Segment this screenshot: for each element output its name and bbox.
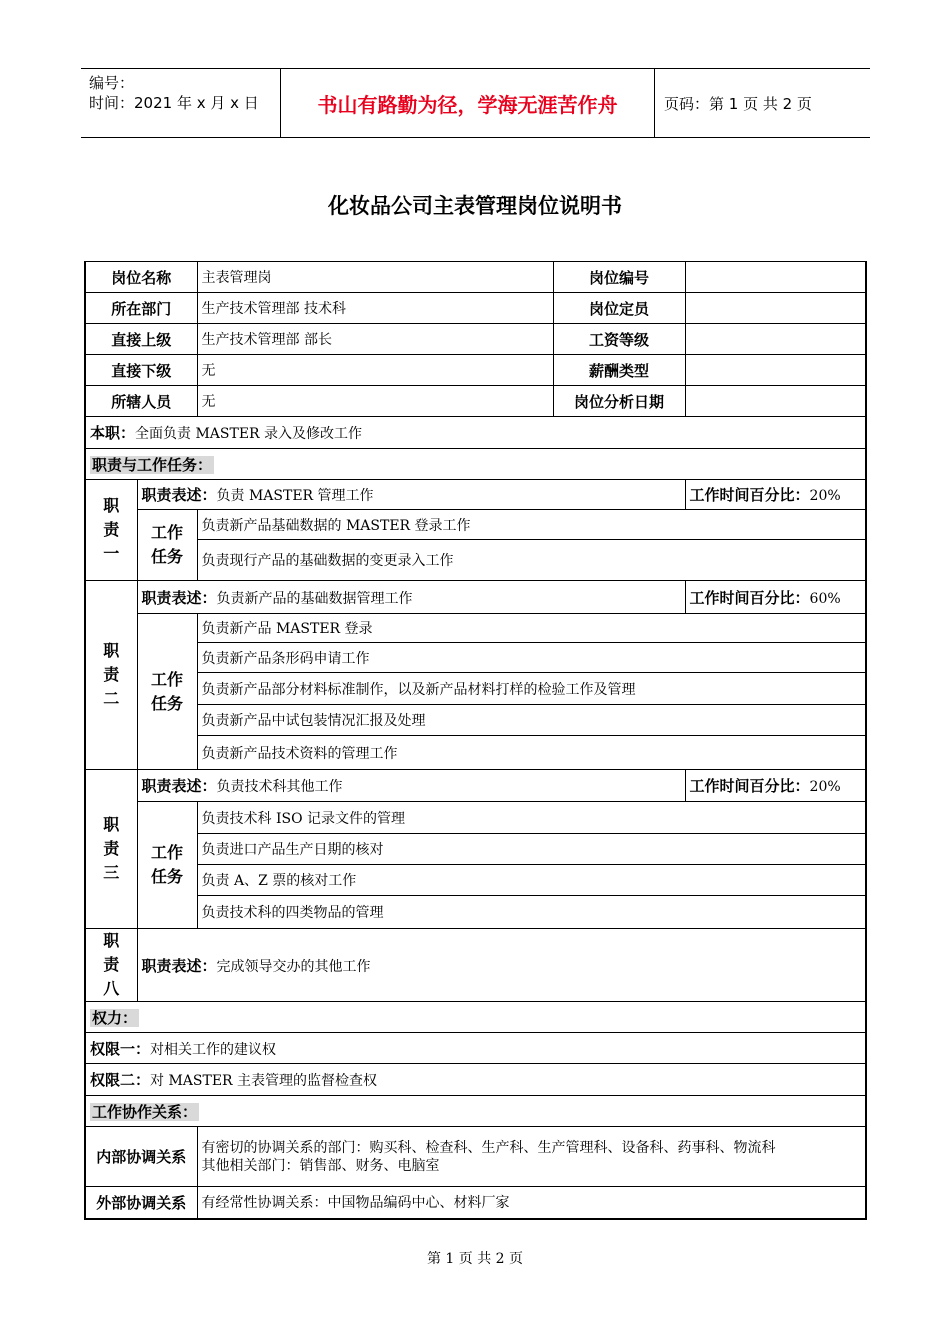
duty-desc-row — [85, 770, 866, 802]
task-row — [85, 896, 866, 929]
authority-label: 权限一： — [90, 1039, 151, 1058]
relations-heading: 工作协作关系： — [92, 1102, 198, 1121]
duty-pct: 工作时间百分比：20% — [685, 480, 866, 510]
basic-label: 岗位分析日期 — [553, 386, 685, 417]
task-item: 负责技术科的四类物品的管理 — [197, 896, 866, 929]
job-description-table — [84, 261, 867, 1220]
task-label: 工作 任务 — [137, 802, 197, 929]
duty-desc-row — [85, 581, 866, 614]
task-item: 负责新产品 MASTER 登录 — [197, 614, 866, 643]
authority-heading-row — [85, 1002, 866, 1033]
external-relations-row — [85, 1187, 866, 1219]
basic-row — [85, 293, 866, 324]
task-row — [85, 643, 866, 673]
internal-relations-row — [85, 1127, 866, 1187]
authority-row — [85, 1064, 866, 1096]
authority-text: 对 MASTER 主表管理的监督检查权 — [150, 1073, 378, 1089]
basic-value: 主表管理岗 — [197, 262, 553, 293]
task-item: 负责技术科 ISO 记录文件的管理 — [197, 802, 866, 834]
task-row — [85, 736, 866, 770]
basic-value — [685, 262, 866, 293]
external-relations-label: 外部协调关系 — [85, 1187, 197, 1219]
task-row — [85, 834, 866, 865]
authority-heading: 权力： — [92, 1008, 138, 1027]
page-footer: 第 1 页 共 2 页 — [426, 1251, 524, 1267]
number-label: 编号： — [89, 74, 135, 92]
header-page-label: 页码：第 1 页 共 2 页 — [664, 94, 812, 113]
header-motto: 书山有路勤为径，学海无涯苦作舟 — [281, 69, 655, 137]
task-item: 负责进口产品生产日期的核对 — [197, 834, 866, 865]
task-row — [85, 510, 866, 540]
basic-row — [85, 262, 866, 293]
basic-label: 岗位编号 — [553, 262, 685, 293]
relations-heading-row — [85, 1096, 866, 1127]
page-title: 化妆品公司主表管理岗位说明书 — [328, 194, 622, 218]
internal-relations-other: 其他相关部门：销售部、财务、电脑室 — [201, 1157, 440, 1174]
task-item: 负责新产品中试包装情况汇报及处理 — [197, 705, 866, 736]
duty-name: 职 责 一 — [85, 480, 137, 581]
basic-label: 所辖人员 — [85, 386, 197, 417]
duty-pct: 工作时间百分比：20% — [685, 770, 866, 802]
basic-value: 生产技术管理部 部长 — [197, 324, 553, 355]
duty-desc: 职责表述：负责新产品的基础数据管理工作 — [137, 581, 685, 614]
task-label: 工作 任务 — [137, 510, 197, 581]
duty-name: 职 责 八 — [85, 929, 137, 1002]
task-row — [85, 540, 866, 581]
basic-value: 无 — [197, 386, 553, 417]
duty-desc: 职责表述：负责 MASTER 管理工作 — [137, 480, 685, 510]
authority-text: 对相关工作的建议权 — [150, 1041, 277, 1058]
basic-label: 工资等级 — [553, 324, 685, 355]
main-duty-row — [85, 417, 866, 449]
task-item: 负责新产品部分材料标准制作，以及新产品材料打样的检验工作及管理 — [197, 673, 866, 705]
duty-desc-row — [85, 929, 866, 1002]
basic-label: 岗位名称 — [85, 262, 197, 293]
basic-label: 所在部门 — [85, 293, 197, 324]
duty-name: 职 责 二 — [85, 581, 137, 770]
task-item: 负责新产品条形码申请工作 — [197, 643, 866, 673]
task-row — [85, 802, 866, 834]
basic-value — [685, 386, 866, 417]
task-row — [85, 673, 866, 705]
task-row — [85, 705, 866, 736]
basic-value: 生产技术管理部 技术科 — [197, 293, 553, 324]
task-item: 负责新产品基础数据的 MASTER 登录工作 — [197, 510, 866, 540]
basic-label: 薪酬类型 — [553, 355, 685, 386]
basic-row — [85, 386, 866, 417]
task-row — [85, 614, 866, 643]
internal-relations-text: 有密切的协调关系的部门：购买科、检查科、生产科、生产管理科、设备科、药事科、物流科 — [201, 1139, 776, 1156]
basic-row — [85, 324, 866, 355]
duty-desc-row — [85, 480, 866, 510]
task-item: 负责现行产品的基础数据的变更录入工作 — [197, 540, 866, 581]
internal-relations-label: 内部协调关系 — [85, 1127, 197, 1187]
header-meta — [81, 69, 281, 137]
duties-heading: 职责与工作任务： — [92, 455, 213, 474]
basic-value: 无 — [197, 355, 553, 386]
main-duty-label: 本职： — [90, 424, 136, 442]
external-relations-text: 有经常性协调关系：中国物品编码中心、材料厂家 — [197, 1187, 866, 1219]
basic-label: 直接下级 — [85, 355, 197, 386]
duty-desc: 职责表述：负责技术科其他工作 — [137, 770, 685, 802]
basic-value — [685, 355, 866, 386]
duties-heading-row — [85, 449, 866, 480]
duty-name: 职 责 三 — [85, 770, 137, 929]
authority-label: 权限二： — [90, 1071, 151, 1089]
duty-desc: 职责表述：完成领导交办的其他工作 — [137, 929, 866, 1002]
duty-pct: 工作时间百分比：60% — [685, 581, 866, 614]
basic-label: 直接上级 — [85, 324, 197, 355]
document-header — [81, 68, 870, 138]
task-label: 工作 任务 — [137, 614, 197, 770]
basic-value — [685, 293, 866, 324]
task-item: 负责 A、Z 票的核对工作 — [197, 865, 866, 896]
main-duty-text: 全面负责 MASTER 录入及修改工作 — [135, 426, 363, 442]
basic-value — [685, 324, 866, 355]
task-item: 负责新产品技术资料的管理工作 — [197, 736, 866, 770]
task-row — [85, 865, 866, 896]
basic-row — [85, 355, 866, 386]
basic-label: 岗位定员 — [553, 293, 685, 324]
authority-row — [85, 1033, 866, 1064]
time-label: 时间：2021 年 x 月 x 日 — [89, 94, 259, 112]
